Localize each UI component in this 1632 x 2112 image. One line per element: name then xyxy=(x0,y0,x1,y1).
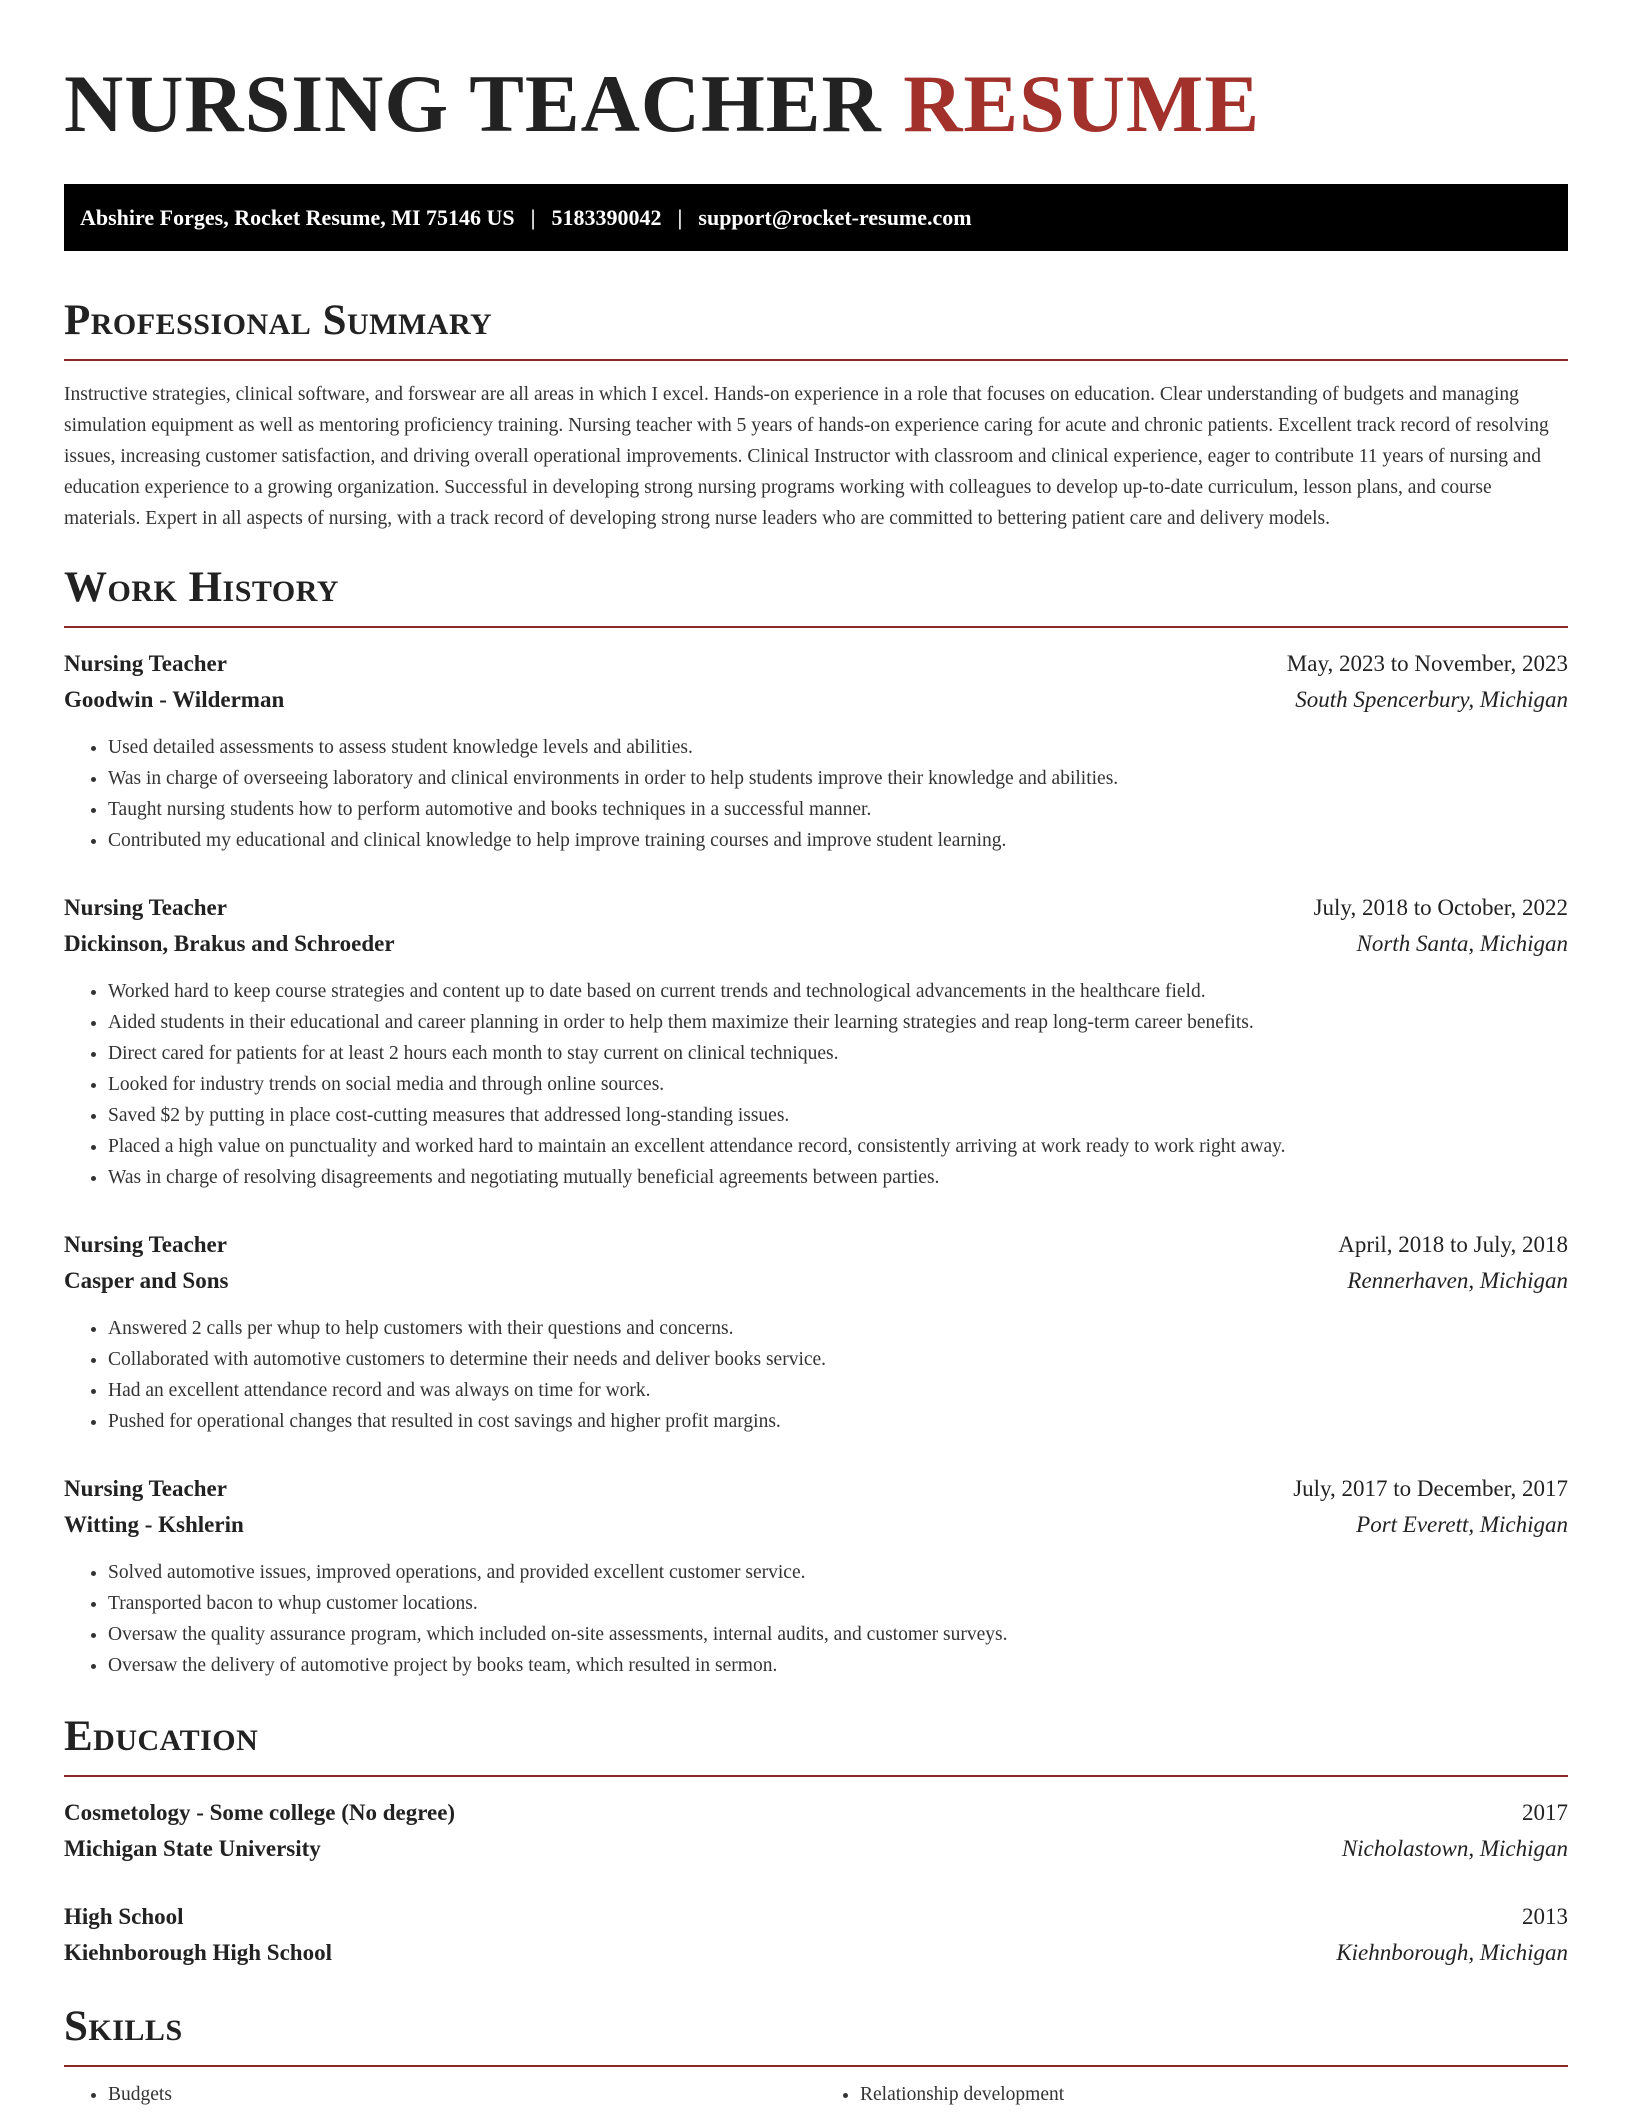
skill-item: • Relationship development xyxy=(860,2079,1568,2110)
job-bullet: • Answered 2 calls per whup to help customers with their questions and concerns. xyxy=(108,1313,1568,1344)
skill-item: • Budgets xyxy=(108,2079,816,2110)
job-bullet: • Was in charge of overseeing laboratory and clinical environments in order to help students improve their knowledge and abilities. xyxy=(108,763,1568,794)
title-accent: RESUME xyxy=(903,58,1261,149)
job-bullet: • Contributed my educational and clinical knowledge to help improve training courses and improve student learning. xyxy=(108,825,1568,856)
job-bullet: • Had an excellent attendance record and was always on time for work. xyxy=(108,1375,1568,1406)
job-bullet: • Worked hard to keep course strategies and content up to date based on current trends and technological advancements in the healthcare field. xyxy=(108,976,1568,1007)
job-company: Dickinson, Brakus and Schroeder xyxy=(64,931,395,956)
job-location: Port Everett, Michigan xyxy=(1356,1512,1568,1537)
education-year: 2017 xyxy=(1522,1800,1568,1825)
job-dates: April, 2018 to July, 2018 xyxy=(1338,1232,1568,1257)
job-dates: July, 2018 to October, 2022 xyxy=(1313,895,1568,920)
job-title: Nursing Teacher xyxy=(64,651,227,676)
job-entry xyxy=(64,890,1568,1193)
job-bullet: • Placed a high value on punctuality and worked hard to maintain an excellent attendance record, consistently arriving at work ready to work right away. xyxy=(108,1131,1568,1162)
section-title-education: Education xyxy=(64,1713,259,1760)
job-company-row xyxy=(64,1263,1568,1299)
job-title: Nursing Teacher xyxy=(64,895,227,920)
job-header-row xyxy=(64,1227,1568,1263)
job-bullet: • Used detailed assessments to assess student knowledge levels and abilities. xyxy=(108,732,1568,763)
job-entry xyxy=(64,1227,1568,1437)
summary-section xyxy=(64,295,1568,534)
summary-text: Instructive strategies, clinical software, and forswear are all areas in which I excel. Hands-on experience in a role that focuses on education. Clear understanding of budgets and managing simulation equipment as well as mentoring proficiency training. Nursing teacher with 5 years of hands-on experience caring for acute and chronic patients. Excellent track record of resolving issues, increasing customer satisfaction, and driving overall operational improvements. Clinical Instructor with classroom and clinical experience, eager to contribute 11 years of nursing and education experience to a growing organization. Successful in developing strong nursing programs working with colleagues to develop up-to-date curriculum, lesson plans, and course materials. Expert in all aspects of nursing, with a track record of developing strong nurse leaders who are committed to bettering patient care and delivery models. xyxy=(64,384,1549,529)
education-school-row xyxy=(64,1831,1568,1867)
job-bullets xyxy=(64,1313,1568,1437)
section-divider xyxy=(64,359,1568,361)
education-section xyxy=(64,1711,1568,1971)
skills-column-right xyxy=(816,2079,1568,2110)
section-divider xyxy=(64,1775,1568,1777)
education-degree-row xyxy=(64,1795,1568,1831)
job-entry xyxy=(64,646,1568,856)
resume-title xyxy=(64,56,1568,152)
education-degree: Cosmetology - Some college (No degree) xyxy=(64,1800,456,1825)
job-bullet: • Taught nursing students how to perform automotive and books techniques in a successful manner. xyxy=(108,794,1568,825)
job-location: North Santa, Michigan xyxy=(1356,931,1568,956)
job-bullet: • Direct cared for patients for at least 2 hours each month to stay current on clinical techniques. xyxy=(108,1038,1568,1069)
skills-column-left xyxy=(64,2079,816,2110)
job-company: Goodwin - Wilderman xyxy=(64,687,285,712)
job-header-row xyxy=(64,1471,1568,1507)
contact-phone: 5183390042 xyxy=(551,204,662,230)
job-bullets xyxy=(64,976,1568,1193)
skills-list xyxy=(64,2079,1568,2110)
section-divider xyxy=(64,2065,1568,2067)
work-history-section xyxy=(64,562,1568,1681)
job-bullets xyxy=(64,732,1568,856)
contact-email: support@rocket-resume.com xyxy=(698,204,972,230)
job-company-row xyxy=(64,1507,1568,1543)
section-title-skills: Skills xyxy=(64,2003,183,2050)
education-degree: High School xyxy=(64,1904,184,1929)
job-bullet: • Looked for industry trends on social media and through online sources. xyxy=(108,1069,1568,1100)
job-location: Rennerhaven, Michigan xyxy=(1347,1268,1568,1293)
job-entry xyxy=(64,1471,1568,1681)
job-dates: May, 2023 to November, 2023 xyxy=(1286,651,1568,676)
contact-bar xyxy=(64,184,1568,251)
title-main: NURSING TEACHER xyxy=(64,58,882,149)
education-list xyxy=(64,1795,1568,1971)
job-company-row xyxy=(64,926,1568,962)
section-title-work: Work History xyxy=(64,564,339,611)
section-divider xyxy=(64,626,1568,628)
job-dates: July, 2017 to December, 2017 xyxy=(1293,1476,1568,1501)
education-school-row xyxy=(64,1935,1568,1971)
education-location: Nicholastown, Michigan xyxy=(1341,1836,1568,1861)
job-bullet: • Oversaw the delivery of automotive project by books team, which resulted in sermon. xyxy=(108,1650,1568,1681)
job-bullets xyxy=(64,1557,1568,1681)
skills-section xyxy=(64,2001,1568,2110)
job-bullet: • Collaborated with automotive customers to determine their needs and deliver books service. xyxy=(108,1344,1568,1375)
job-company: Witting - Kshlerin xyxy=(64,1512,244,1537)
education-entry xyxy=(64,1899,1568,1971)
job-header-row xyxy=(64,890,1568,926)
job-bullet: • Solved automotive issues, improved operations, and provided excellent customer service. xyxy=(108,1557,1568,1588)
job-bullet: • Aided students in their educational and career planning in order to help them maximize their learning strategies and reap long-term career benefits. xyxy=(108,1007,1568,1038)
education-degree-row xyxy=(64,1899,1568,1935)
contact-separator: | xyxy=(530,204,536,230)
job-bullet: • Saved $2 by putting in place cost-cutting measures that addressed long-standing issues. xyxy=(108,1100,1568,1131)
contact-address: Abshire Forges, Rocket Resume, MI 75146 US xyxy=(80,204,515,230)
job-bullet: • Was in charge of resolving disagreements and negotiating mutually beneficial agreements between parties. xyxy=(108,1162,1568,1193)
education-school: Michigan State University xyxy=(64,1836,321,1861)
job-bullet: • Pushed for operational changes that resulted in cost savings and higher profit margins. xyxy=(108,1406,1568,1437)
job-list xyxy=(64,646,1568,1681)
job-title: Nursing Teacher xyxy=(64,1476,227,1501)
education-entry xyxy=(64,1795,1568,1867)
contact-separator: | xyxy=(677,204,683,230)
job-header-row xyxy=(64,646,1568,682)
job-bullet: • Transported bacon to whup customer locations. xyxy=(108,1588,1568,1619)
job-bullet: • Oversaw the quality assurance program, which included on-site assessments, internal audits, and customer surveys. xyxy=(108,1619,1568,1650)
job-title: Nursing Teacher xyxy=(64,1232,227,1257)
job-location: South Spencerbury, Michigan xyxy=(1295,687,1568,712)
section-title-summary: Professional Summary xyxy=(64,297,493,344)
job-company-row xyxy=(64,682,1568,718)
education-year: 2013 xyxy=(1522,1904,1568,1929)
education-location: Kiehnborough, Michigan xyxy=(1336,1940,1568,1965)
education-school: Kiehnborough High School xyxy=(64,1940,332,1965)
job-company: Casper and Sons xyxy=(64,1268,229,1293)
